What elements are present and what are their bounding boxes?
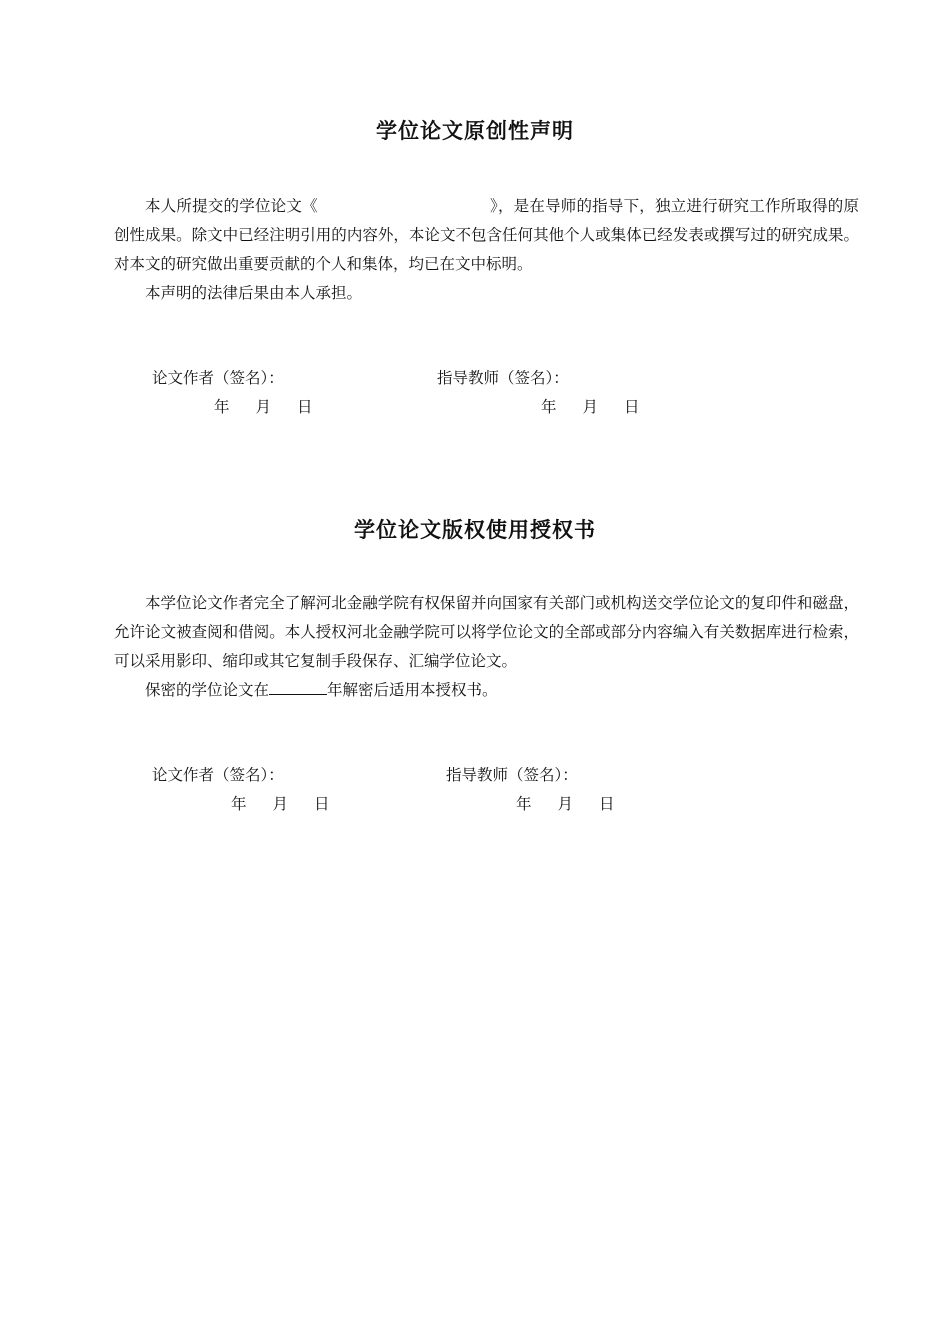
confidentiality-paragraph <box>114 676 859 705</box>
declaration-advisor-date <box>541 396 640 418</box>
year-label: 年 <box>541 398 557 416</box>
declaration-paragraph <box>114 192 859 279</box>
declaration-author-signature-label: 论文作者（签名）： <box>152 369 284 387</box>
year-label: 年 <box>516 795 532 813</box>
year-label: 年 <box>214 398 230 416</box>
confidential-years-blank <box>269 679 327 695</box>
declaration-title: 学位论文原创性声明 <box>376 119 574 143</box>
day-label: 日 <box>297 398 313 416</box>
confidentiality-paragraph-rest: 年解密后适用本授权书。 <box>327 681 498 699</box>
declaration-paragraph-rest: 》，是在导师的指导下，独立进行研究工作所取得的原创性成果。除文中已经注明引用的内容外，本论文不包含任何其他个人或集体已经发表或撰写过的研究成果。对本文的研究做出重要贡献的个人和集体，均已在文中标明。 <box>114 197 859 273</box>
authorization-author-signature-label: 论文作者（签名）： <box>152 766 284 784</box>
authorization-advisor-signature-label: 指导教师（签名）： <box>446 766 578 784</box>
authorization-title: 学位论文版权使用授权书 <box>354 518 596 542</box>
authorization-author-date <box>231 793 330 815</box>
declaration-advisor-signature-label: 指导教师（签名）： <box>437 369 569 387</box>
authorization-paragraph: 本学位论文作者完全了解河北金融学院有权保留并向国家有关部门或机构送交学位论文的复印件和磁盘，允许论文被查阅和借阅。本人授权河北金融学院可以将学位论文的全部或部分内容编入有关数据库进行检索，可以采用影印、缩印或其它复制手段保存、汇编学位论文。 <box>114 594 859 670</box>
year-label: 年 <box>231 795 247 813</box>
month-label: 月 <box>557 795 574 813</box>
day-label: 日 <box>599 795 615 813</box>
authorization-advisor-date <box>516 793 615 815</box>
month-label: 月 <box>582 398 599 416</box>
day-label: 日 <box>624 398 640 416</box>
day-label: 日 <box>314 795 330 813</box>
month-label: 月 <box>255 398 272 416</box>
declaration-author-date <box>214 396 313 418</box>
declaration-liability-paragraph: 本声明的法律后果由本人承担。 <box>145 284 363 302</box>
month-label: 月 <box>272 795 289 813</box>
confidentiality-paragraph-start: 保密的学位论文在 <box>145 681 270 699</box>
declaration-paragraph-start: 本人所提交的学位论文《 <box>145 197 318 215</box>
